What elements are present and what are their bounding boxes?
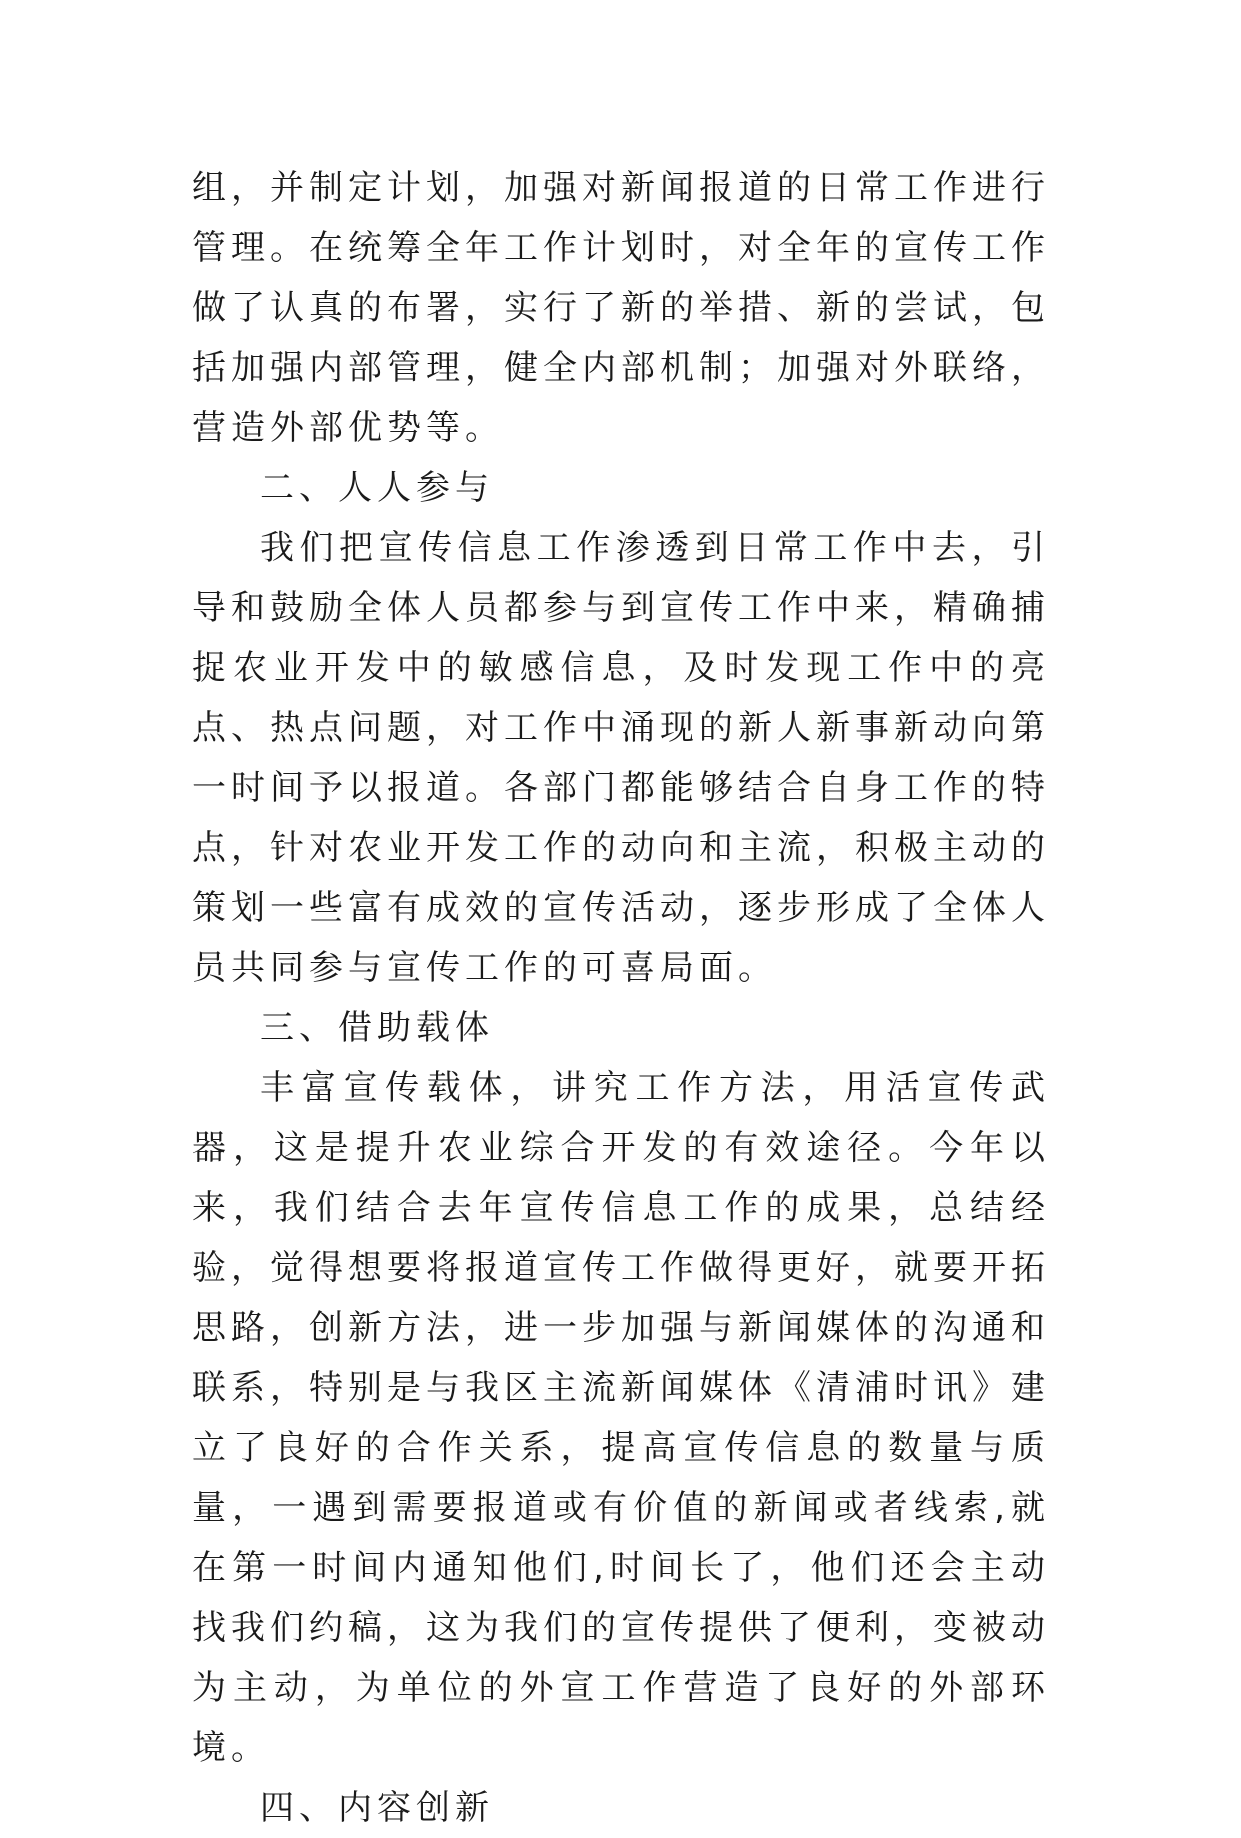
section-heading-participation: 二、人人参与 (260, 468, 494, 508)
section-heading-carrier: 三、借助载体 (260, 1008, 494, 1048)
document-body (192, 158, 1050, 1838)
section-heading-innovation: 四、内容创新 (260, 1788, 494, 1828)
paragraph-carrier: 丰富宣传载体，讲究工作方法，用活宣传武器，这是提升农业综合开发的有效途径。今年以来，我们结合去年宣传信息工作的成果，总结经验，觉得想要将报道宣传工作做得更好，就要开拓思路，创新方法，进一步加强与新闻媒体的沟通和联系，特别是与我区主流新闻媒体《清浦时讯》建立了良好的合作关系，提高宣传信息的数量与质量，一遇到需要报道或有价值的新闻或者线索,就在第一时间内通知他们,时间长了，他们还会主动找我们约稿，这为我们的宣传提供了便利，变被动为主动，为单位的外宣工作营造了良好的外部环境。 (192, 1068, 1050, 1768)
paragraph-participation: 我们把宣传信息工作渗透到日常工作中去，引导和鼓励全体人员都参与到宣传工作中来，精确捕捉农业开发中的敏感信息，及时发现工作中的亮点、热点问题，对工作中涌现的新人新事新动向第一时间予以报道。各部门都能够结合自身工作的特点，针对农业开发工作的动向和主流，积极主动的策划一些富有成效的宣传活动，逐步形成了全体人员共同参与宣传工作的可喜局面。 (192, 528, 1050, 988)
paragraph-continuation: 组，并制定计划，加强对新闻报道的日常工作进行管理。在统筹全年工作计划时，对全年的宣传工作做了认真的布署，实行了新的举措、新的尝试，包括加强内部管理，健全内部机制；加强对外联络，营造外部优势等。 (192, 168, 1050, 448)
